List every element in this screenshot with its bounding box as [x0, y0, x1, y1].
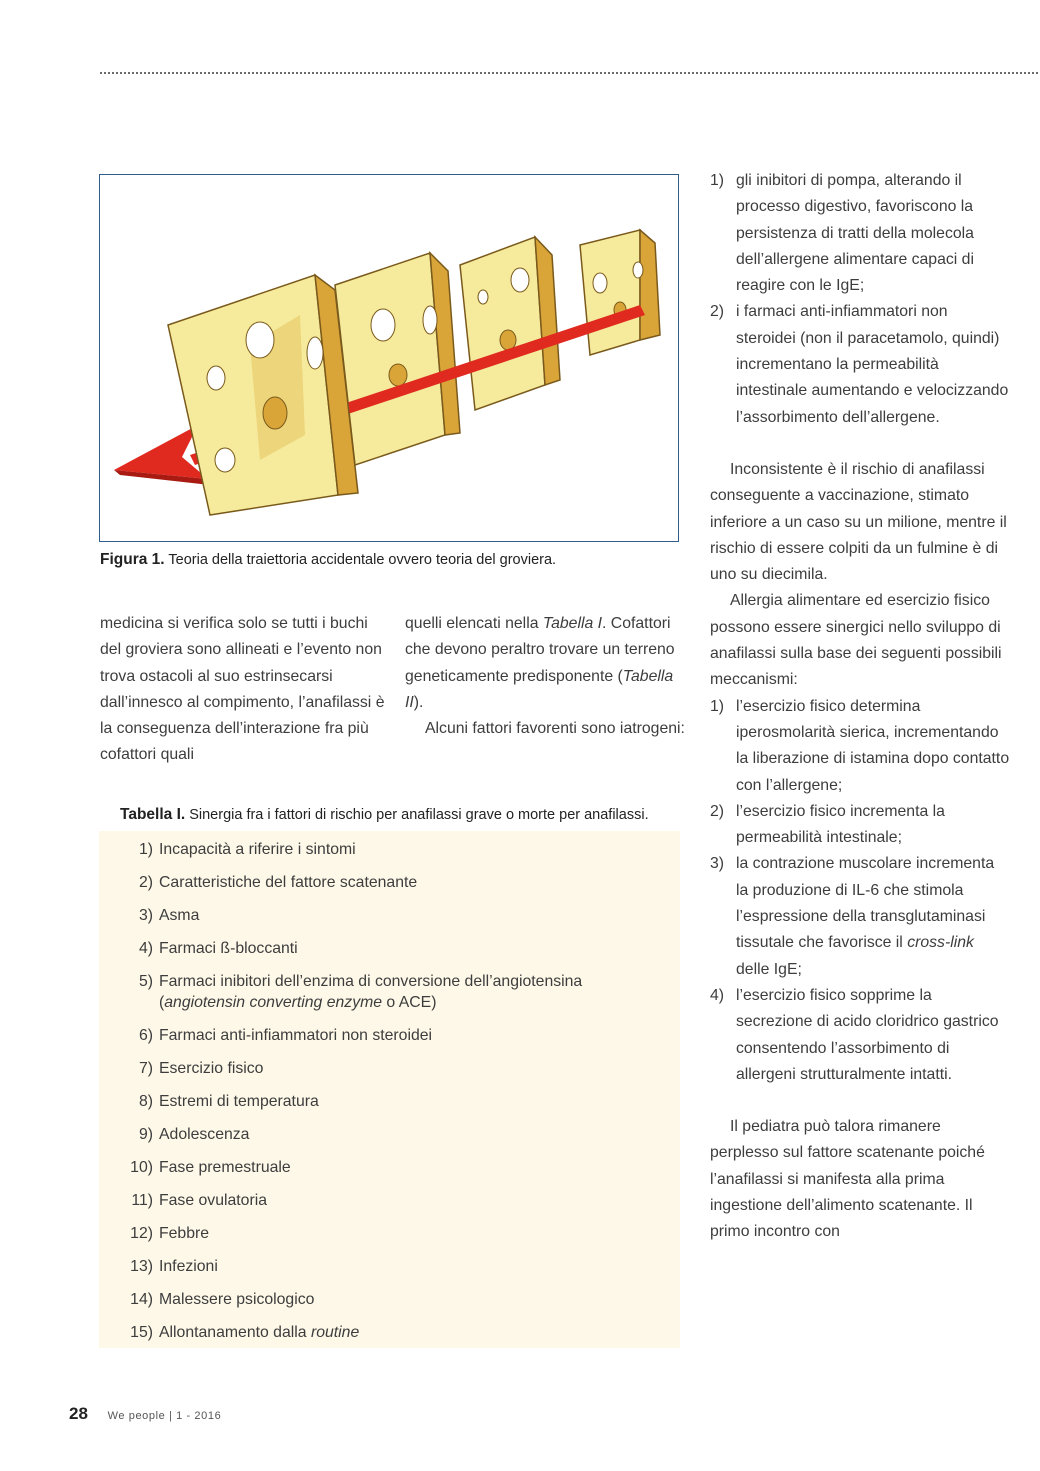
figure-caption-text: Teoria della traiettoria accidentale ovvero teoria del groviera.	[168, 552, 557, 568]
cheese-slice-4	[580, 230, 660, 355]
row-text: Malessere psicologico	[159, 1291, 315, 1308]
row-number: 14)	[130, 1291, 153, 1308]
list-item	[710, 694, 1010, 799]
table-row	[99, 1256, 680, 1277]
row-text: Farmaci ß-bloccanti	[159, 940, 298, 957]
paragraph: Allergia alimentare ed esercizio fisico possono essere sinergici nello sviluppo di anafilassi sulla base dei seguenti possibili meccanismi:	[710, 592, 1002, 689]
list-text: i farmaci anti-infiammatori non steroidei (non il paracetamolo, quindi) incrementano la permeabilità intestinale aumentando e velocizzando l’assorbimento dell’allergene.	[736, 303, 1009, 426]
text-column-1	[100, 611, 385, 769]
row-number: 7)	[138, 1060, 153, 1077]
row-number: 4)	[138, 940, 153, 957]
row-number: 6)	[138, 1027, 153, 1044]
row-text: Incapacità a riferire i sintomi	[159, 841, 356, 858]
list-number: 1)	[710, 172, 725, 189]
figure-caption-label: Figura 1.	[100, 551, 165, 568]
row-number: 5)	[138, 973, 153, 990]
list-text: l’esercizio fisico sopprime la secrezione di acido cloridrico gastrico consentendo l’assorbimento di allergeni strutturalmente intatti.	[736, 986, 999, 1083]
row-text: Asma	[159, 907, 200, 924]
list-text: la contrazione muscolare incrementa la produzione di IL-6 che stimola l’espressione della transglutaminasi tissutale che favorisce il	[736, 855, 995, 952]
list-item	[710, 983, 1010, 1088]
figure-caption	[100, 551, 700, 569]
row-text: Adolescenza	[159, 1126, 250, 1143]
paragraph: Inconsistente è il rischio di anafilassi conseguente a vaccinazione, stimato inferiore a un caso su un milione, mentre il rischio di essere colpiti da un fulmine è di uno su diecimila.	[710, 460, 1007, 584]
row-text: o ACE)	[382, 994, 437, 1011]
list-text: delle IgE;	[736, 960, 802, 978]
row-text: Farmaci inibitori dell’enzima di conversione dell’angiotensina	[159, 973, 583, 990]
table-row	[99, 1124, 680, 1145]
row-number: 13)	[130, 1258, 153, 1275]
list-text: gli inibitori di pompa, alterando il processo digestivo, favoriscono la persistenza di tratti della molecola dell’allergene alimentare capaci di reagire con le IgE;	[736, 172, 974, 295]
page-footer	[69, 1404, 221, 1424]
text-span: quelli elencati nella	[405, 615, 543, 632]
row-text: Fase premestruale	[159, 1159, 291, 1176]
table-row	[99, 1025, 680, 1046]
row-text: (	[159, 994, 165, 1011]
list-item	[710, 299, 1010, 430]
table-row	[99, 1190, 680, 1211]
row-number: 2)	[138, 874, 153, 891]
row-number: 1)	[138, 841, 153, 858]
row-text: Infezioni	[159, 1258, 218, 1275]
row-number: 10)	[130, 1159, 153, 1176]
paragraph: Alcuni fattori favorenti sono iatrogeni:	[425, 720, 685, 738]
list-number: 2)	[710, 303, 725, 321]
row-text: Fase ovulatoria	[159, 1192, 268, 1209]
cheese-slice-3	[460, 237, 560, 410]
journal-info: We people | 1 - 2016	[107, 1410, 222, 1422]
table-row	[99, 905, 680, 926]
table-row	[99, 839, 680, 860]
text-column-2	[405, 611, 685, 742]
list-number: 2)	[710, 802, 725, 820]
row-number: 3)	[138, 907, 153, 924]
text-span: . Cofattori che devono peraltro trovare un terreno geneticamente predisponente (	[405, 615, 675, 685]
row-text: Caratteristiche del fattore scatenante	[159, 874, 418, 891]
figure-1	[99, 174, 679, 542]
list-item	[710, 168, 1010, 299]
row-text: Estremi di temperatura	[159, 1093, 319, 1110]
row-text: Allontanamento dalla	[159, 1324, 311, 1341]
row-text-em: routine	[310, 1324, 360, 1341]
cheese-slice-2	[335, 253, 460, 465]
header-dotted-rule	[100, 72, 1038, 74]
table-title	[120, 806, 700, 824]
list-text-em: cross-link	[907, 934, 974, 952]
row-number: 15)	[130, 1324, 153, 1341]
row-number: 8)	[138, 1093, 153, 1110]
list-item	[710, 851, 1010, 982]
table-row	[99, 1289, 680, 1310]
page-number: 28	[69, 1404, 88, 1423]
table-row	[99, 1322, 680, 1343]
row-text-em: angiotensin converting enzyme	[164, 994, 383, 1011]
table-row	[99, 938, 680, 959]
list-number: 1)	[710, 697, 725, 715]
table-row	[99, 971, 680, 1013]
swiss-cheese-illustration	[100, 175, 678, 541]
text-span: ).	[413, 693, 424, 711]
row-number: 9)	[138, 1126, 153, 1143]
table-row	[99, 1091, 680, 1112]
table-row	[99, 1223, 680, 1244]
text-column-3	[710, 168, 1010, 1246]
table-ref: Tabella II	[405, 667, 674, 711]
paragraph: medicina si verifica solo se tutti i buchi del groviera sono allineati e l’evento non trova ostacoli al suo estrinsecarsi dall’innesco al compimento, l’anafilassi è la conseguenza dell’interazione fra più cofattori quali	[100, 615, 385, 764]
paragraph	[405, 611, 685, 716]
table-row	[99, 1058, 680, 1079]
list-text: l’esercizio fisico determina iperosmolarità sierica, incrementando la liberazione di istamina dopo contatto con l’allergene;	[736, 697, 1010, 794]
list-number: 3)	[710, 855, 725, 873]
table-1	[99, 831, 680, 1348]
table-row	[99, 1157, 680, 1178]
table-row	[99, 872, 680, 893]
row-text: Farmaci anti-infiammatori non steroidei	[159, 1027, 433, 1044]
row-text: Febbre	[159, 1225, 210, 1242]
list-number: 4)	[710, 986, 725, 1004]
table-ref: Tabella I	[542, 615, 603, 632]
list-item	[710, 799, 1010, 852]
row-number: 12)	[130, 1225, 153, 1242]
paragraph: Il pediatra può talora rimanere perplesso sul fattore scatenante poiché l’anafilassi si manifesta alla prima ingestione dell’alimento scatenante. Il primo incontro con	[710, 1118, 985, 1241]
row-text: Esercizio fisico	[159, 1060, 264, 1077]
row-number: 11)	[131, 1192, 153, 1209]
list-text: l’esercizio fisico incrementa la permeabilità intestinale;	[736, 802, 945, 847]
table-label: Tabella I.	[120, 806, 186, 823]
table-title-text: Sinergia fra i fattori di rischio per anafilassi grave o morte per anafilassi.	[189, 807, 649, 823]
